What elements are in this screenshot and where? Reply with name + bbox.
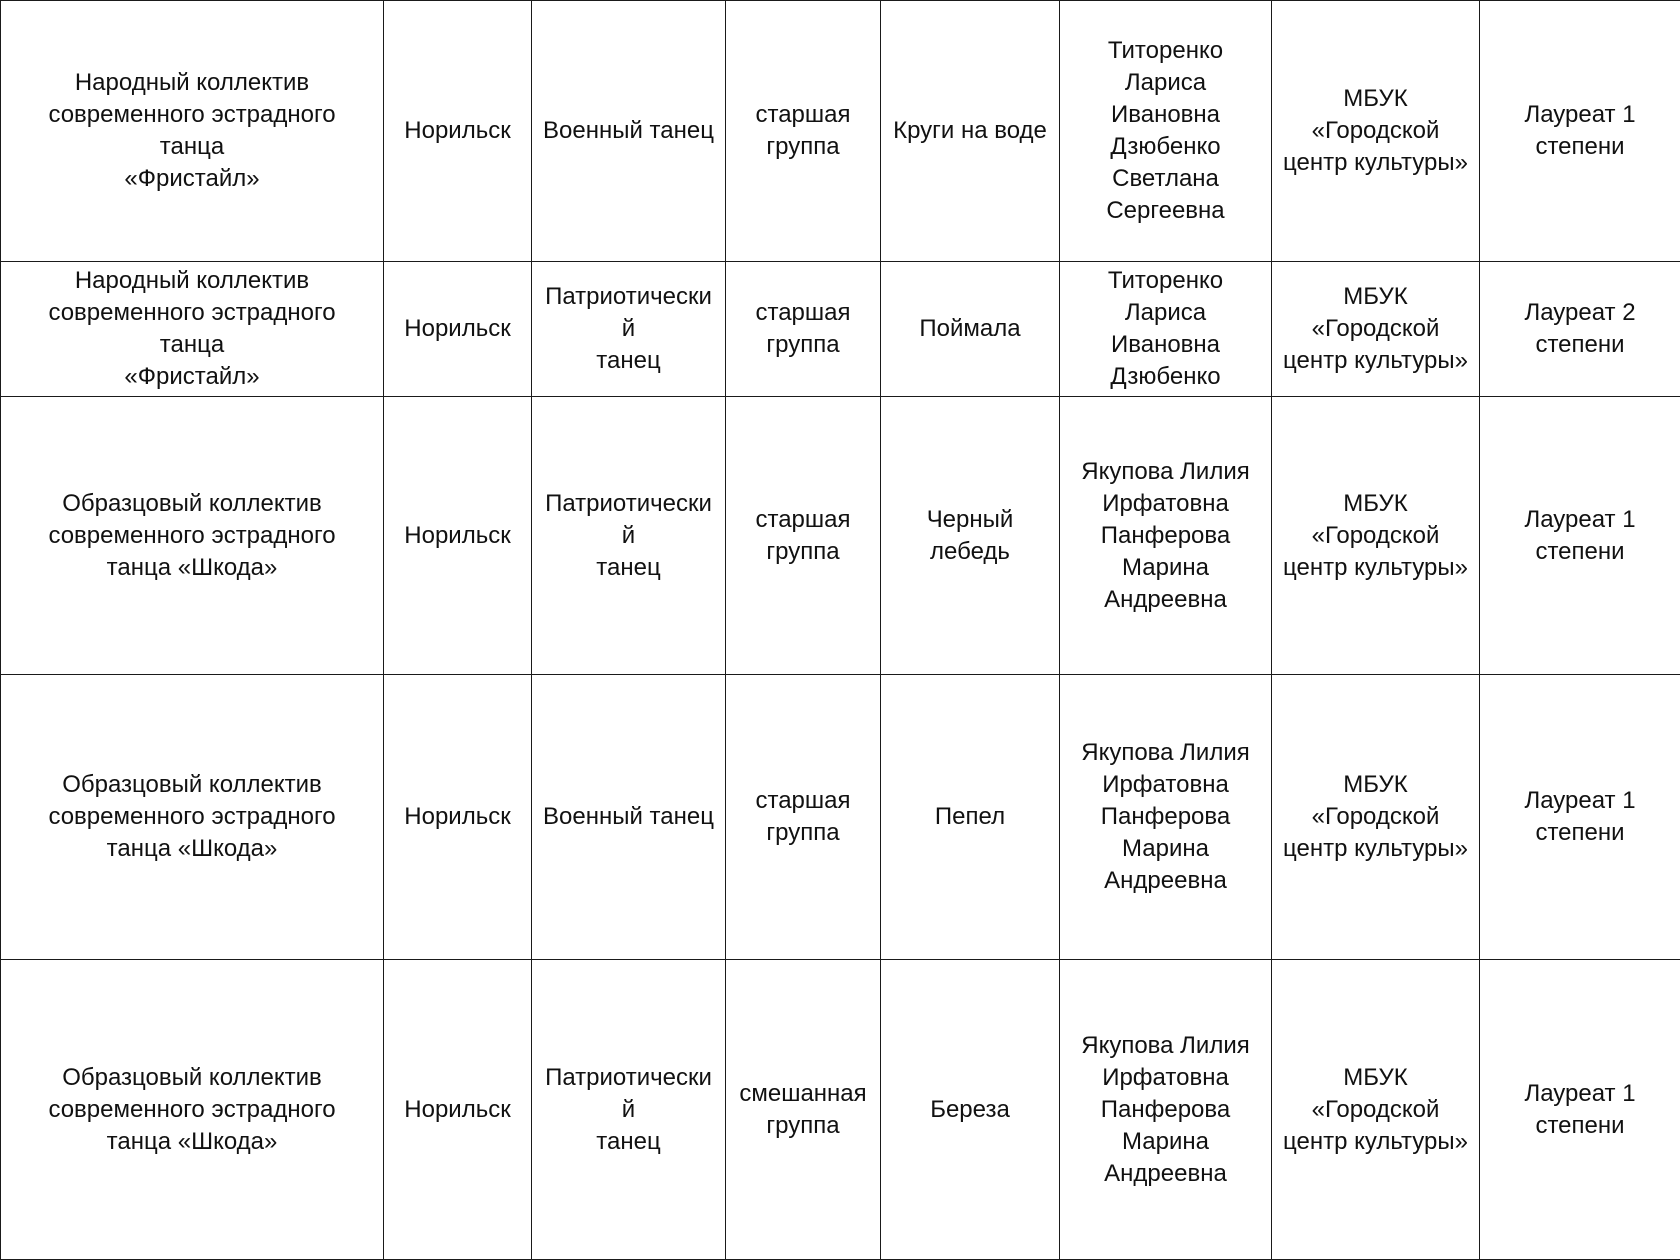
piece-cell: Береза (881, 960, 1060, 1260)
nomination-cell: Военный танец (532, 675, 726, 960)
age-group-cell: старшая группа (726, 675, 881, 960)
leaders-cell: Титоренко Лариса Ивановна Дзюбенко Светлана Сергеевна (1060, 1, 1272, 262)
organization-cell: МБУК «Городской центр культуры» (1272, 675, 1480, 960)
city-cell: Норильск (384, 960, 532, 1260)
table-row (1, 960, 1680, 1260)
organization-cell: МБУК «Городской центр культуры» (1272, 397, 1480, 675)
piece-cell: Поймала (881, 262, 1060, 397)
piece-cell: Круги на воде (881, 1, 1060, 262)
city-cell: Норильск (384, 262, 532, 397)
nomination-cell: Военный танец (532, 1, 726, 262)
organization-cell: МБУК «Городской центр культуры» (1272, 1, 1480, 262)
result-cell: Лауреат 1 степени (1480, 397, 1680, 675)
table-row (1, 675, 1680, 960)
city-cell: Норильск (384, 675, 532, 960)
city-cell: Норильск (384, 397, 532, 675)
piece-cell: Черный лебедь (881, 397, 1060, 675)
collective-cell: Народный коллектив современного эстрадного танца «Фристайл» (1, 1, 384, 262)
leaders-cell: Якупова Лилия Ирфатовна Панферова Марина Андреевна (1060, 675, 1272, 960)
organization-cell: МБУК «Городской центр культуры» (1272, 960, 1480, 1260)
leaders-cell: Якупова Лилия Ирфатовна Панферова Марина Андреевна (1060, 397, 1272, 675)
result-cell: Лауреат 1 степени (1480, 960, 1680, 1260)
nomination-cell: Патриотически й танец (532, 262, 726, 397)
age-group-cell: старшая группа (726, 1, 881, 262)
collective-cell: Образцовый коллектив современного эстрадного танца «Шкода» (1, 397, 384, 675)
table-row (1, 397, 1680, 675)
piece-cell: Пепел (881, 675, 1060, 960)
leaders-cell: Якупова Лилия Ирфатовна Панферова Марина Андреевна (1060, 960, 1272, 1260)
nomination-cell: Патриотически й танец (532, 960, 726, 1260)
nomination-cell: Патриотически й танец (532, 397, 726, 675)
age-group-cell: старшая группа (726, 397, 881, 675)
collective-cell: Образцовый коллектив современного эстрадного танца «Шкода» (1, 675, 384, 960)
organization-cell: МБУК «Городской центр культуры» (1272, 262, 1480, 397)
table-row (1, 1, 1680, 262)
city-cell: Норильск (384, 1, 532, 262)
collective-cell: Народный коллектив современного эстрадного танца «Фристайл» (1, 262, 384, 397)
collective-cell: Образцовый коллектив современного эстрадного танца «Шкода» (1, 960, 384, 1260)
result-cell: Лауреат 2 степени (1480, 262, 1680, 397)
leaders-cell: Титоренко Лариса Ивановна Дзюбенко (1060, 262, 1272, 397)
result-cell: Лауреат 1 степени (1480, 1, 1680, 262)
age-group-cell: старшая группа (726, 262, 881, 397)
table-row (1, 262, 1680, 397)
result-cell: Лауреат 1 степени (1480, 675, 1680, 960)
age-group-cell: смешанная группа (726, 960, 881, 1260)
